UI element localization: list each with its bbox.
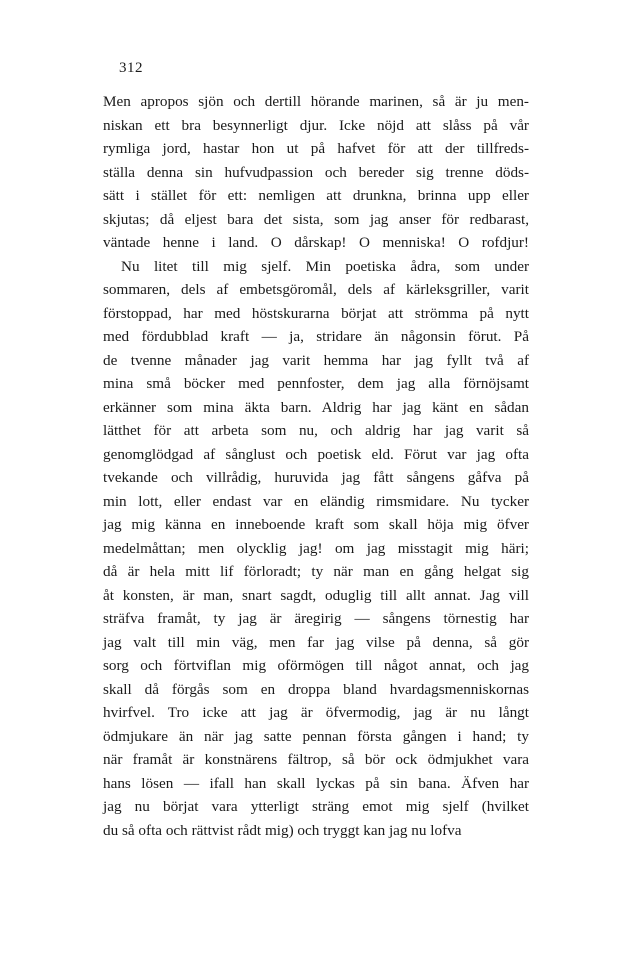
text-line: väntade henne i land. O dårskap! O menniska! O rofdjur! [103, 234, 529, 251]
text-line: rymliga jord, hastar hon ut på hafvet för att der tillfreds- [103, 140, 529, 157]
text-line: skjutas; då eljest bara det sista, som jag anser för redbarast, [103, 210, 529, 228]
text-line: hvirfvel. Tro icke att jag är öfvermodig, jag är nu långt [103, 704, 529, 721]
text-line: sträfva framåt, ty jag är äregirig — sångens törnestig har [103, 610, 529, 627]
text-line: jag nu börjat vara ytterligt sträng emot mig sjelf (hvilket [103, 798, 529, 815]
page-number: 312 [119, 60, 143, 76]
text-line: jag valt till min väg, men far jag vilse på denna, så gör [103, 633, 529, 651]
text-line: med fördubblad kraft — ja, stridare än någonsin förut. På [103, 328, 529, 345]
text-line: niskan ett bra besynnerligt djur. Icke nöjd att slåss på vår [103, 116, 529, 134]
text-line: Men apropos sjön och dertill hörande marinen, så är ju men- [103, 93, 529, 110]
text-line: skall då förgås som en droppa bland hvardagsmenniskornas [103, 680, 529, 698]
text-line: förstoppad, har med höstskurarna börjat att strömma på nytt [103, 304, 529, 322]
text-line: när framåt är konstnärens fältrop, så bör ock ödmjukhet vara [103, 751, 529, 768]
text-line: genomglödgad af sånglust och poetisk eld. Förut var jag ofta [103, 445, 529, 463]
text-line: sommaren, dels af embetsgöromål, dels af kärleksgriller, varit [103, 281, 529, 298]
text-line: lätthet för att arbeta som nu, och aldrig har jag varit så [103, 422, 529, 439]
text-line: medelmåttan; men olycklig jag! om jag misstagit mig häri; [103, 539, 529, 557]
text-line: åt konsten, är man, snart sagdt, oduglig till allt annat. Jag vill [103, 586, 529, 604]
text-line: Nu litet till mig sjelf. Min poetiska ådra, som under [121, 257, 529, 275]
text-line: jag mig känna en inneboende kraft som skall höja mig öfver [103, 516, 529, 533]
text-line: de tvenne månader jag varit hemma har jag fyllt två af [103, 351, 529, 369]
text-line: sorg och förtviflan mig oförmögen till något annat, och jag [103, 657, 529, 674]
text-line: ställa denna sin hufvudpassion och bereder sig trenne döds- [103, 163, 529, 181]
text-line: hans lösen — ifall han skall lyckas på sin bana. Äfven har [103, 774, 529, 792]
text-line: erkänner som mina äkta barn. Aldrig har jag känt en sådan [103, 398, 529, 416]
text-line: då är hela mitt lif förloradt; ty när man en gång helgat sig [103, 563, 529, 580]
body-text [103, 90, 529, 842]
text-line: sätt i stället för ett: nemligen att drunkna, brinna upp eller [103, 187, 529, 204]
text-line: du så ofta och rättvist rådt mig) och tryggt kan jag nu lofva [103, 821, 462, 839]
text-line: min lott, eller endast var en eländig rimsmidare. Nu tycker [103, 492, 529, 510]
text-line: tvekande och villrådig, huruvida jag fått sångens gåfva på [103, 469, 529, 486]
text-line: mina små böcker med pennfoster, dem jag alla förnöjsamt [103, 375, 529, 392]
text-line: ödmjukare än när jag satte pennan första gången i hand; ty [103, 727, 529, 745]
